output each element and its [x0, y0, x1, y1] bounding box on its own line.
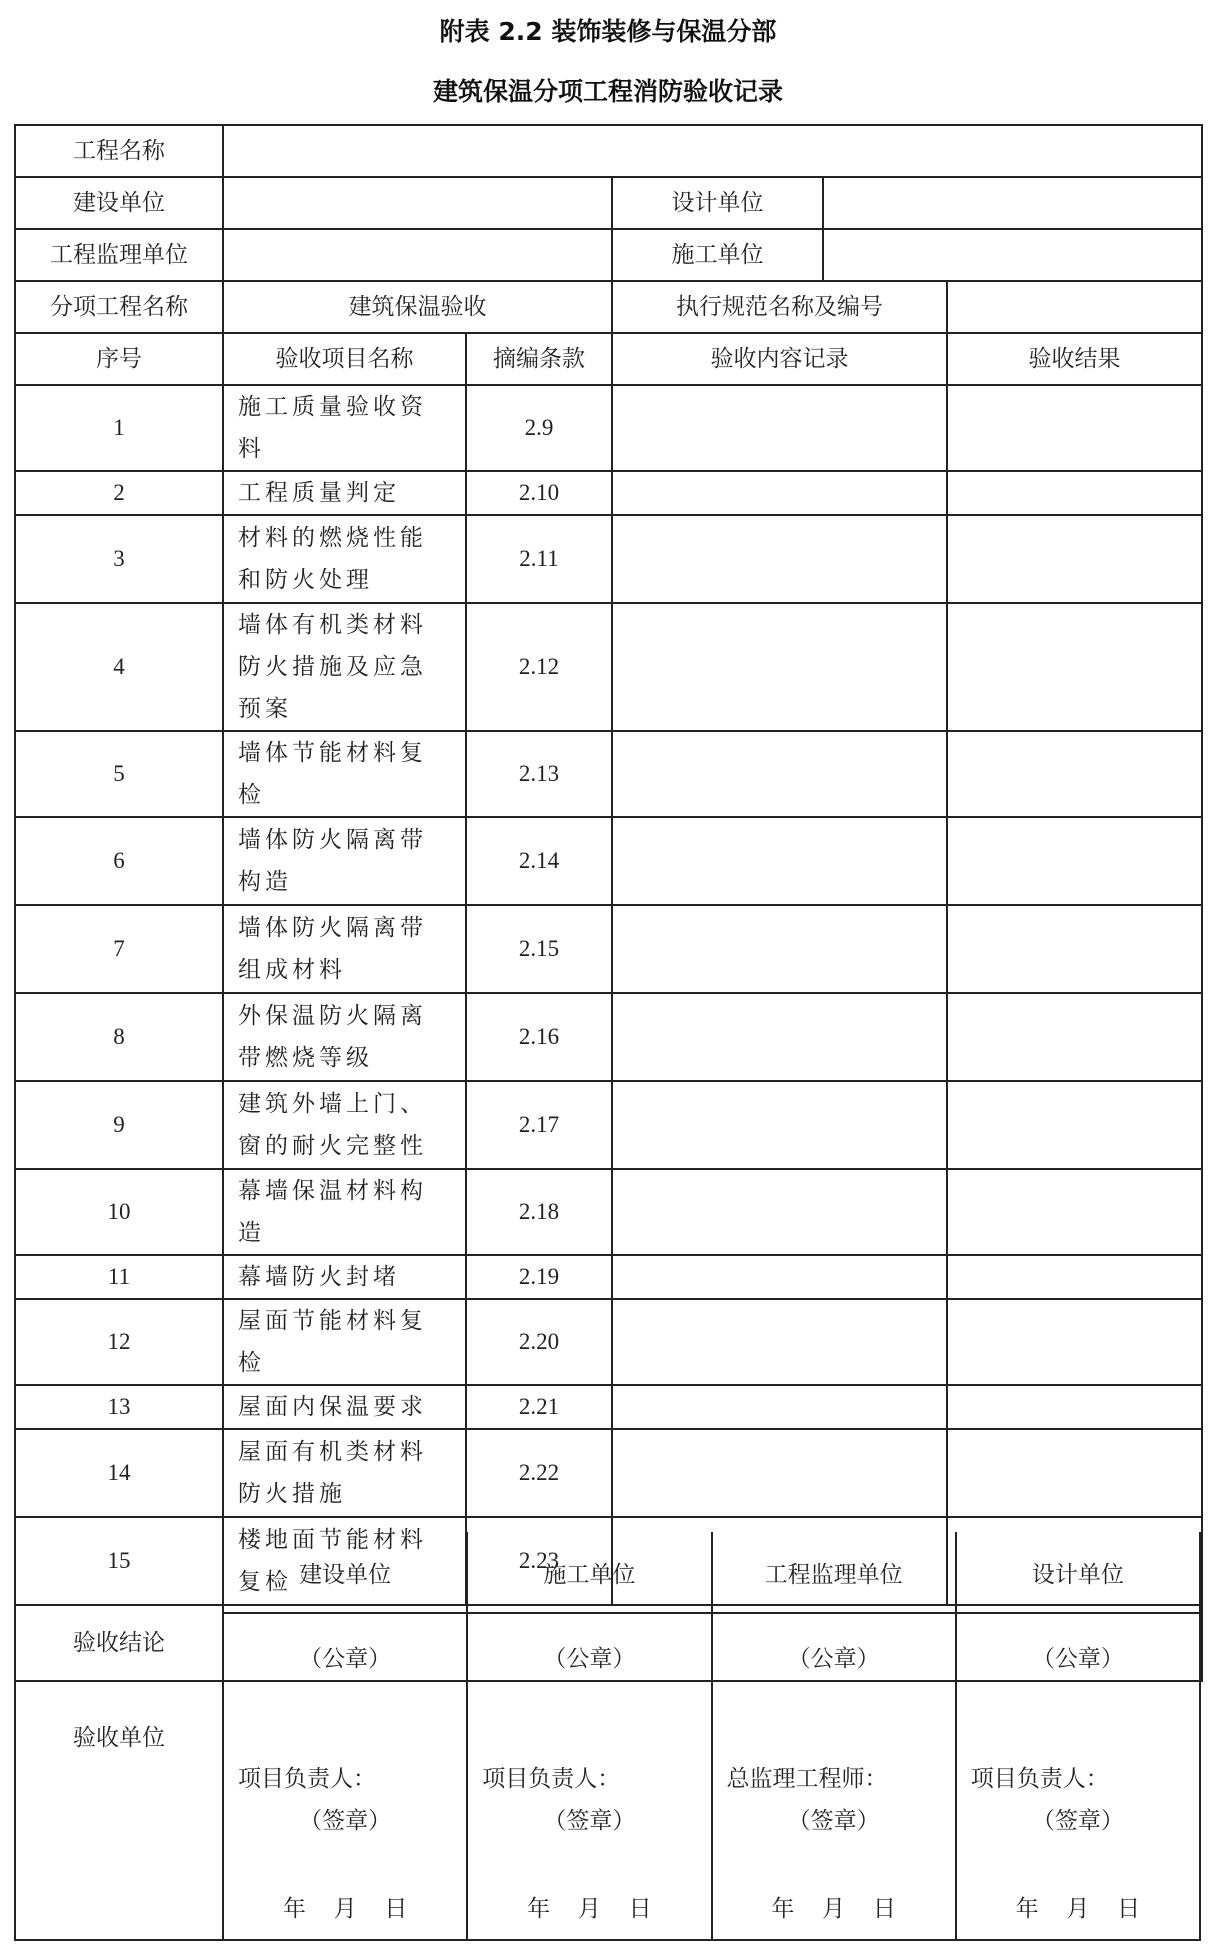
signature-stamp: （签章）: [543, 1808, 636, 1833]
record-table: [14, 124, 1203, 1682]
table-row: [15, 603, 1202, 731]
subproject-label: 分项工程名称: [15, 281, 223, 333]
row-clause: 2.17: [466, 1081, 612, 1169]
signature-columns: [224, 1532, 1199, 1939]
row-no: 15: [15, 1517, 223, 1605]
signature-date: 年 月 日: [1015, 1896, 1141, 1921]
table-row: [15, 1429, 1202, 1517]
table-row: [15, 1299, 1202, 1385]
official-seal: （公章）: [543, 1646, 636, 1671]
table-row: [15, 385, 1202, 471]
row-clause: 2.11: [466, 515, 612, 603]
row-record: [612, 1429, 947, 1517]
row-result: [947, 1429, 1202, 1517]
signature-column: [224, 1532, 468, 1939]
responsible-person-label: 项目负责人：: [970, 1766, 1109, 1791]
table-row: [15, 731, 1202, 817]
signature-date: 年 月 日: [282, 1896, 408, 1921]
row-result: [947, 515, 1202, 603]
signature-section: [14, 1532, 1201, 1941]
table-row: [15, 993, 1202, 1081]
row-clause: 2.18: [466, 1169, 612, 1255]
row-item-name: 外保温防火隔离带燃烧等级: [223, 993, 466, 1081]
table-row: [15, 905, 1202, 993]
contractor-value: [823, 229, 1202, 281]
row-result: [947, 1299, 1202, 1385]
signature-stamp: （签章）: [299, 1808, 392, 1833]
row-item-name: 材料的燃烧性能和防火处理: [223, 515, 466, 603]
builder-value: [223, 177, 612, 229]
page-subtitle: 建筑保温分项工程消防验收记录: [432, 77, 783, 106]
items-body: [15, 385, 1202, 1605]
col-header-record: 验收内容记录: [612, 333, 947, 385]
row-record: [612, 1255, 947, 1299]
row-record: [612, 1299, 947, 1385]
row-result: [947, 993, 1202, 1081]
row-clause: 2.9: [466, 385, 612, 471]
row-record: [612, 731, 947, 817]
row-item-name: 屋面内保温要求: [223, 1385, 466, 1429]
row-record: [612, 1081, 947, 1169]
col-header-result: 验收结果: [947, 333, 1202, 385]
row-no: 9: [15, 1081, 223, 1169]
table-row: [15, 1255, 1202, 1299]
row-item-name: 楼地面节能材料复检: [223, 1517, 466, 1605]
supervisor-label: 工程监理单位: [15, 229, 223, 281]
project-name-label: 工程名称: [15, 125, 223, 177]
designer-value: [823, 177, 1202, 229]
row-no: 5: [15, 731, 223, 817]
col-header-no: 序号: [15, 333, 223, 385]
row-no: 3: [15, 515, 223, 603]
row-item-name: 幕墙保温材料构造: [223, 1169, 466, 1255]
row-record: [612, 993, 947, 1081]
row-no: 14: [15, 1429, 223, 1517]
row-item-name: 施工质量验收资料: [223, 385, 466, 471]
builder-label: 建设单位: [15, 177, 223, 229]
row-result: [947, 1081, 1202, 1169]
row-no: 8: [15, 993, 223, 1081]
row-clause: 2.16: [466, 993, 612, 1081]
table-row: [15, 1081, 1202, 1169]
row-clause: 2.21: [466, 1385, 612, 1429]
responsible-person-label: 项目负责人：: [482, 1766, 621, 1791]
designer-label: 设计单位: [612, 177, 823, 229]
row-item-name: 墙体有机类材料防火措施及应急预案: [223, 603, 466, 731]
page-title: 附表 2.2 装饰装修与保温分部: [439, 17, 777, 46]
col-header-clause: 摘编条款: [466, 333, 612, 385]
row-result: [947, 471, 1202, 515]
row-result: [947, 731, 1202, 817]
signature-column: [957, 1532, 1199, 1939]
row-clause: 2.14: [466, 817, 612, 905]
row-item-name: 屋面节能材料复检: [223, 1299, 466, 1385]
official-seal: （公章）: [1031, 1646, 1124, 1671]
signature-unit: 工程监理单位: [713, 1532, 955, 1614]
row-record: [612, 905, 947, 993]
supervisor-value: [223, 229, 612, 281]
row-no: 2: [15, 471, 223, 515]
project-name-value: [223, 125, 1202, 177]
row-result: [947, 385, 1202, 471]
table-row: [15, 515, 1202, 603]
row-clause: 2.19: [466, 1255, 612, 1299]
row-item-name: 墙体防火隔离带构造: [223, 817, 466, 905]
row-item-name: 幕墙防火封堵: [223, 1255, 466, 1299]
standard-value: [947, 281, 1202, 333]
row-no: 7: [15, 905, 223, 993]
table-row: [15, 817, 1202, 905]
contractor-label: 施工单位: [612, 229, 823, 281]
row-no: 6: [15, 817, 223, 905]
row-result: [947, 905, 1202, 993]
standard-label: 执行规范名称及编号: [612, 281, 947, 333]
table-row: [15, 471, 1202, 515]
official-seal: （公章）: [787, 1646, 880, 1671]
row-clause: 2.23: [466, 1517, 612, 1605]
row-item-name: 建筑外墙上门、窗的耐火完整性: [223, 1081, 466, 1169]
row-record: [612, 1169, 947, 1255]
col-header-name: 验收项目名称: [223, 333, 466, 385]
row-record: [612, 471, 947, 515]
row-result: [947, 1385, 1202, 1429]
table-row: [15, 1169, 1202, 1255]
row-item-name: 工程质量判定: [223, 471, 466, 515]
signature-unit: 建设单位: [224, 1532, 466, 1614]
signature-date: 年 月 日: [771, 1896, 896, 1921]
row-item-name: 屋面有机类材料防火措施: [223, 1429, 466, 1517]
row-clause: 2.20: [466, 1299, 612, 1385]
row-record: [612, 603, 947, 731]
signature-column: [713, 1532, 957, 1939]
row-clause: 2.22: [466, 1429, 612, 1517]
row-clause: 2.13: [466, 731, 612, 817]
row-item-name: 墙体防火隔离带组成材料: [223, 905, 466, 993]
row-no: 4: [15, 603, 223, 731]
signature-column: [468, 1532, 712, 1939]
responsible-person-label: 项目负责人：: [238, 1766, 376, 1791]
row-record: [612, 1385, 947, 1429]
signature-unit: 设计单位: [957, 1532, 1199, 1614]
signature-stamp: （签章）: [1031, 1808, 1124, 1833]
row-record: [612, 515, 947, 603]
row-no: 1: [15, 385, 223, 471]
official-seal: （公章）: [299, 1646, 392, 1671]
row-result: [947, 1169, 1202, 1255]
signature-unit: 施工单位: [468, 1532, 710, 1614]
row-clause: 2.12: [466, 603, 612, 731]
row-record: [612, 385, 947, 471]
subproject-value: 建筑保温验收: [223, 281, 612, 333]
row-no: 10: [15, 1169, 223, 1255]
row-result: [947, 817, 1202, 905]
row-clause: 2.10: [466, 471, 612, 515]
responsible-person-label: 总监理工程师：: [726, 1766, 888, 1791]
table-row: [15, 1385, 1202, 1429]
signature-stamp: （签章）: [787, 1808, 880, 1833]
row-result: [947, 1255, 1202, 1299]
signature-date: 年 月 日: [527, 1896, 652, 1921]
row-record: [612, 817, 947, 905]
signature-label: 验收单位: [16, 1532, 224, 1939]
conclusion-label: 验收结论: [15, 1605, 223, 1681]
row-clause: 2.15: [466, 905, 612, 993]
row-no: 13: [15, 1385, 223, 1429]
row-no: 12: [15, 1299, 223, 1385]
row-item-name: 墙体节能材料复检: [223, 731, 466, 817]
row-result: [947, 603, 1202, 731]
row-no: 11: [15, 1255, 223, 1299]
